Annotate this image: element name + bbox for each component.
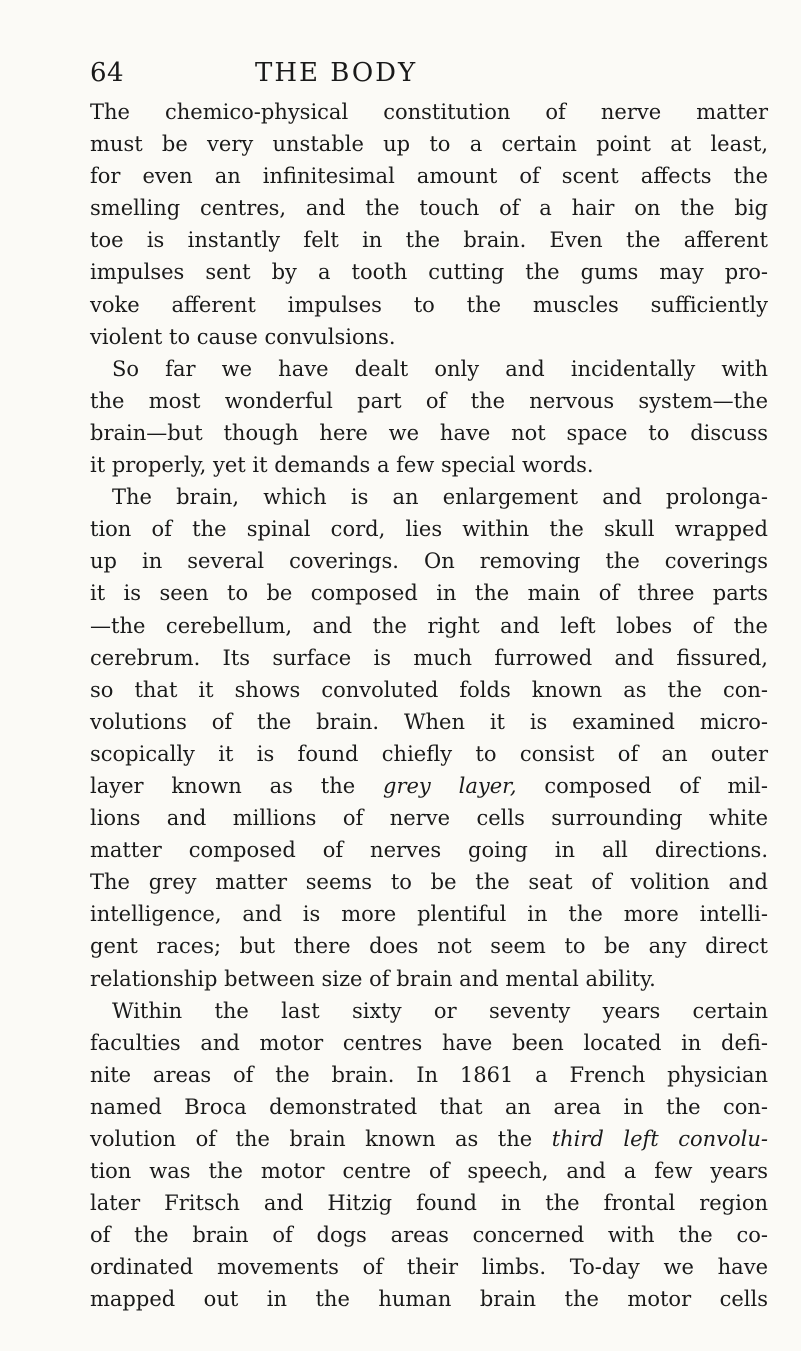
text-run: layer known as the: [90, 773, 384, 798]
text-line: so that it shows convoluted folds known as the con-: [90, 677, 768, 702]
text-line: Within the last sixty or seventy years certain: [112, 998, 768, 1023]
text-line: faculties and motor centres have been located in defi-: [90, 1030, 768, 1055]
text-line: lions and millions of nerve cells surrounding white: [90, 806, 768, 831]
text-line: of the brain of dogs areas concerned with the co-: [90, 1223, 768, 1248]
text-line: tion was the motor centre of speech, and a few years: [90, 1159, 768, 1184]
running-head: THE BODY: [255, 58, 418, 88]
text-line: intelligence, and is more plentiful in the more intelli-: [90, 902, 768, 927]
text-line: scopically it is found chiefly to consist of an outer: [90, 741, 768, 766]
page-number: 64: [90, 58, 125, 88]
text-line: mapped out in the human brain the motor cells: [90, 1287, 768, 1312]
text-line: relationship between size of brain and mental ability.: [90, 966, 656, 991]
italic-term: third left convolu-: [551, 1127, 768, 1151]
text-line-with-italic: [90, 1123, 768, 1155]
book-page: [90, 58, 768, 1316]
text-line: later Fritsch and Hitzig found in the frontal region: [90, 1191, 768, 1216]
text-line: toe is instantly felt in the brain. Even the afferent: [90, 228, 768, 253]
text-line: smelling centres, and the touch of a hair on the big: [90, 196, 768, 221]
text-line: voke afferent impulses to the muscles sufficiently: [90, 292, 768, 317]
text-line: named Broca demonstrated that an area in the con-: [90, 1094, 768, 1119]
italic-term: grey layer,: [383, 773, 517, 798]
text-line: impulses sent by a tooth cutting the gums may pro-: [90, 260, 768, 285]
text-line: must be very unstable up to a certain point at least,: [90, 132, 768, 157]
text-line: for even an infinitesimal amount of scent affects the: [90, 164, 768, 189]
text-line: it is seen to be composed in the main of three parts: [90, 581, 768, 606]
text-line: gent races; but there does not seem to be any direct: [90, 934, 768, 959]
text-line: cerebrum. Its surface is much furrowed and fissured,: [90, 645, 768, 670]
text-line: violent to cause convulsions.: [90, 324, 396, 349]
text-line: —the cerebellum, and the right and left lobes of the: [90, 613, 768, 638]
text-line: tion of the spinal cord, lies within the skull wrapped: [90, 517, 768, 542]
text-line: volutions of the brain. When it is examined micro-: [90, 709, 768, 734]
text-line: The brain, which is an enlargement and prolonga-: [112, 485, 768, 510]
text-line: up in several coverings. On removing the coverings: [90, 549, 768, 574]
text-line: nite areas of the brain. In 1861 a French physician: [90, 1062, 768, 1087]
body-text: [90, 96, 768, 1316]
text-line: The chemico-physical constitution of nerve matter: [90, 100, 768, 124]
text-run: volution of the brain known as the: [90, 1127, 552, 1151]
text-line: brain—but though here we have not space to discuss: [90, 420, 768, 445]
text-line: the most wonderful part of the nervous system—the: [90, 388, 768, 413]
page-header: [90, 58, 768, 92]
text-line: ordinated movements of their limbs. To-day we have: [90, 1255, 768, 1280]
text-run: composed of mil-: [516, 773, 768, 798]
text-line: The grey matter seems to be the seat of volition and: [90, 870, 768, 895]
text-line: So far we have dealt only and incidentally with: [112, 356, 768, 381]
text-line: matter composed of nerves going in all directions.: [90, 838, 768, 863]
text-line-with-italic: [90, 770, 768, 802]
text-line: it properly, yet it demands a few special words.: [90, 453, 594, 478]
